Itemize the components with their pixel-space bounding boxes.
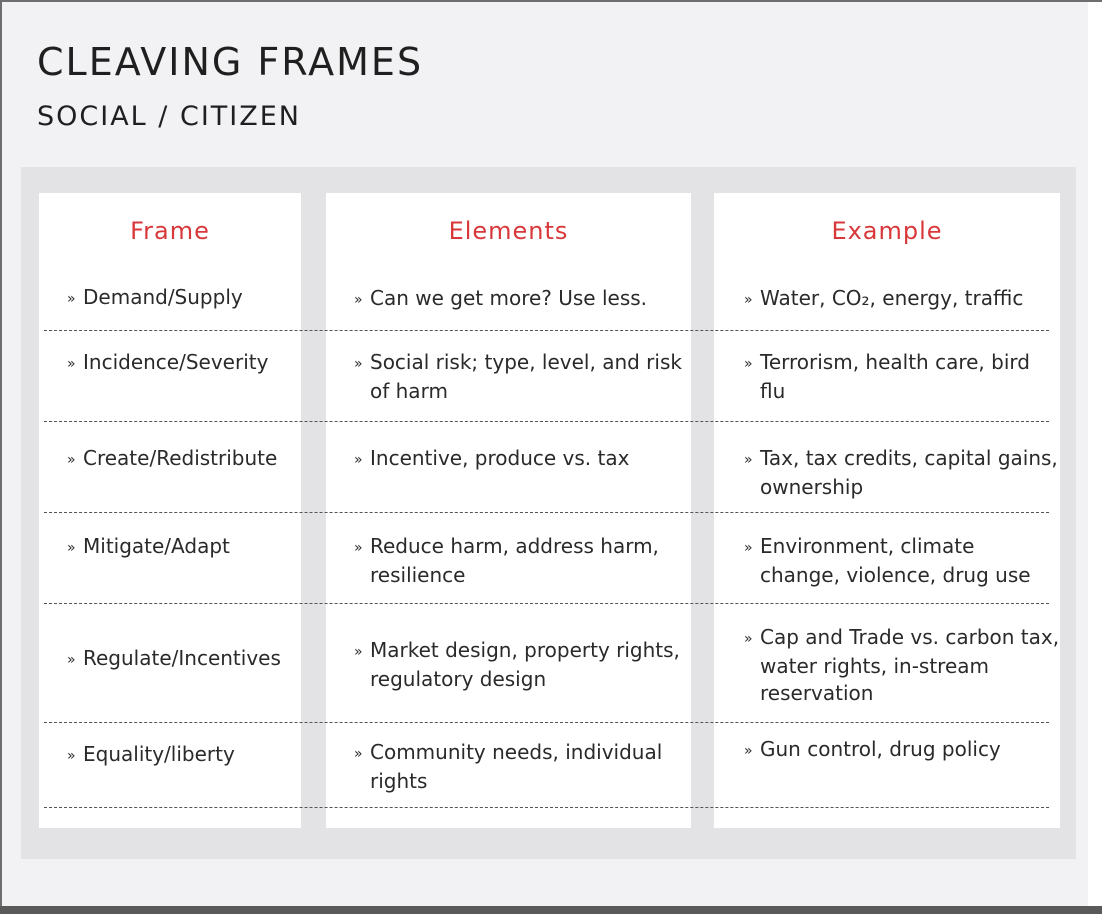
bullet-mark: »: [67, 356, 76, 372]
frame-border-top: [0, 0, 1102, 2]
cell-text: Tax, tax credits, capital gains, ownership: [760, 446, 1058, 499]
cell-text: Create/Redistribute: [83, 446, 278, 470]
table-cell-example: [744, 533, 1060, 589]
bullet-mark: »: [67, 748, 76, 764]
cell-text: Social risk; type, level, and risk of harm: [370, 350, 682, 403]
table-cell-frame: [67, 533, 313, 562]
bullet-mark: »: [67, 652, 76, 668]
frame-border-left: [0, 0, 2, 914]
bullet-mark: »: [354, 356, 363, 372]
table-cell-elements: [354, 445, 700, 474]
column-header-frame: Frame: [130, 217, 210, 245]
table-cell-elements: [354, 349, 700, 405]
row-divider: [44, 330, 1049, 331]
row-divider: [44, 722, 1049, 723]
cell-text: Demand/Supply: [83, 285, 243, 309]
cell-text: Cap and Trade vs. carbon tax, water rights, in-stream reservation: [760, 625, 1060, 705]
table-cell-example: [744, 624, 1060, 707]
table-cell-frame: [67, 349, 313, 378]
row-divider: [44, 603, 1049, 604]
column-header-elements: Elements: [448, 217, 569, 245]
row-divider: [44, 421, 1049, 422]
bullet-mark: »: [744, 743, 753, 759]
cell-text: Incentive, produce vs. tax: [370, 446, 630, 470]
cell-text: Market design, property rights, regulatory design: [370, 638, 680, 691]
cell-text: Gun control, drug policy: [760, 737, 1001, 761]
page-subtitle: SOCIAL / CITIZEN: [37, 101, 302, 132]
cell-text: Regulate/Incentives: [83, 646, 281, 670]
table-cell-elements: [354, 533, 700, 589]
table-cell-frame: [67, 445, 313, 474]
bullet-mark: »: [67, 540, 76, 556]
table-cell-frame: [67, 645, 313, 674]
right-gutter: [1088, 2, 1102, 906]
bullet-mark: »: [67, 452, 76, 468]
cell-text: Mitigate/Adapt: [83, 534, 230, 558]
bullet-mark: »: [744, 356, 753, 372]
bullet-mark: »: [354, 292, 363, 308]
table-cell-example: [744, 736, 1060, 765]
page-title: CLEAVING FRAMES: [37, 40, 424, 84]
cell-text: Equality/liberty: [83, 742, 235, 766]
bullet-mark: »: [354, 746, 363, 762]
row-divider: [44, 807, 1049, 808]
table-cell-frame: [67, 284, 313, 313]
cell-text: Can we get more? Use less.: [370, 286, 648, 310]
table-cell-elements: [354, 739, 700, 795]
cell-text: Reduce harm, address harm, resilience: [370, 534, 659, 587]
table-cell-elements: [354, 285, 700, 314]
bullet-mark: »: [354, 644, 363, 660]
cell-text: Water, CO₂, energy, traffic: [760, 286, 1024, 310]
bullet-mark: »: [744, 292, 753, 308]
bullet-mark: »: [744, 540, 753, 556]
bullet-mark: »: [354, 540, 363, 556]
table-cell-elements: [354, 637, 700, 693]
cell-text: Community needs, individual rights: [370, 740, 663, 793]
bullet-mark: »: [67, 291, 76, 307]
row-divider: [44, 512, 1049, 513]
cell-text: Environment, climate change, violence, drug use: [760, 534, 1031, 587]
column-header-example: Example: [831, 217, 943, 245]
bullet-mark: »: [744, 631, 753, 647]
table-cell-example: [744, 285, 1060, 314]
cell-text: Incidence/Severity: [83, 350, 269, 374]
cell-text: Terrorism, health care, bird flu: [760, 350, 1030, 403]
bullet-mark: »: [354, 452, 363, 468]
frame-border-bottom: [0, 906, 1102, 914]
table-cell-example: [744, 349, 1060, 405]
table-cell-example: [744, 445, 1060, 501]
table-cell-frame: [67, 741, 313, 770]
bullet-mark: »: [744, 452, 753, 468]
